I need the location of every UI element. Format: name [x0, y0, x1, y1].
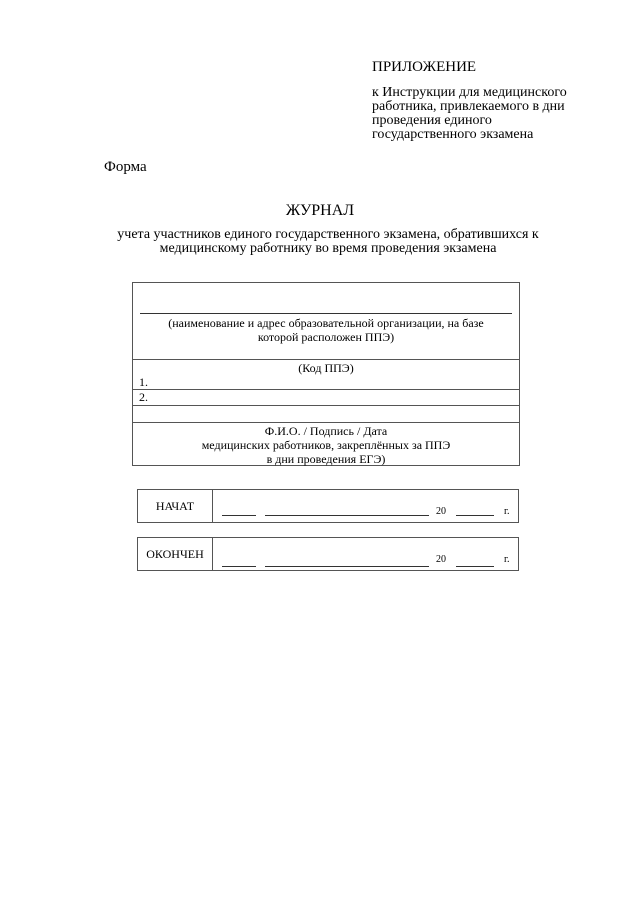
started-year-suffix: г. — [504, 506, 510, 517]
appendix-line: работника, привлекаемого в дни — [372, 99, 565, 114]
journal-subtitle-line: учета участников единого государственного экзамена, обратившихся к — [117, 227, 539, 242]
staff-caption-line: в дни проведения ЕГЭ) — [266, 452, 386, 466]
table-divider — [133, 422, 519, 423]
ended-year-suffix: г. — [504, 554, 510, 565]
started-label: НАЧАТ — [138, 490, 213, 522]
journal-title: ЖУРНАЛ — [285, 202, 355, 219]
started-month-field[interactable] — [265, 515, 429, 516]
table-divider — [133, 359, 519, 360]
started-year-field[interactable] — [456, 515, 494, 516]
appendix-text — [372, 86, 602, 142]
started-day-field[interactable] — [222, 515, 256, 516]
ended-label: ОКОНЧЕН — [138, 538, 213, 570]
ended-year-field[interactable] — [456, 566, 494, 567]
journal-subtitle — [90, 228, 566, 256]
started-date-box — [137, 489, 519, 523]
started-century: 20 — [436, 506, 446, 517]
journal-subtitle-line: медицинскому работнику во время проведения экзамена — [159, 241, 497, 256]
org-caption-line: (наименование и адрес образовательной организации, на базе — [168, 316, 484, 330]
staff-caption-line: медицинских работников, закреплённых за ППЭ — [201, 438, 451, 452]
journal-header-table — [132, 282, 520, 466]
appendix-line: к Инструкции для медицинского — [372, 85, 567, 100]
ppe-code-caption: (Код ППЭ) — [298, 361, 354, 375]
appendix-line: проведения единого — [372, 113, 492, 128]
org-caption — [133, 316, 519, 344]
org-caption-line: которой расположен ППЭ) — [257, 330, 395, 344]
table-divider — [133, 405, 519, 406]
form-label: Форма — [104, 159, 147, 175]
appendix-title: ПРИЛОЖЕНИЕ — [372, 59, 477, 75]
staff-caption — [133, 424, 519, 466]
table-divider — [133, 389, 519, 390]
row-number: 2. — [139, 390, 148, 404]
row-number: 1. — [139, 375, 148, 389]
ended-century: 20 — [436, 554, 446, 565]
ended-day-field[interactable] — [222, 566, 256, 567]
ended-date-box — [137, 537, 519, 571]
appendix-line: государственного экзамена — [372, 127, 534, 142]
org-fill-line[interactable] — [140, 313, 512, 314]
ended-month-field[interactable] — [265, 566, 429, 567]
staff-caption-line: Ф.И.О. / Подпись / Дата — [264, 424, 388, 438]
